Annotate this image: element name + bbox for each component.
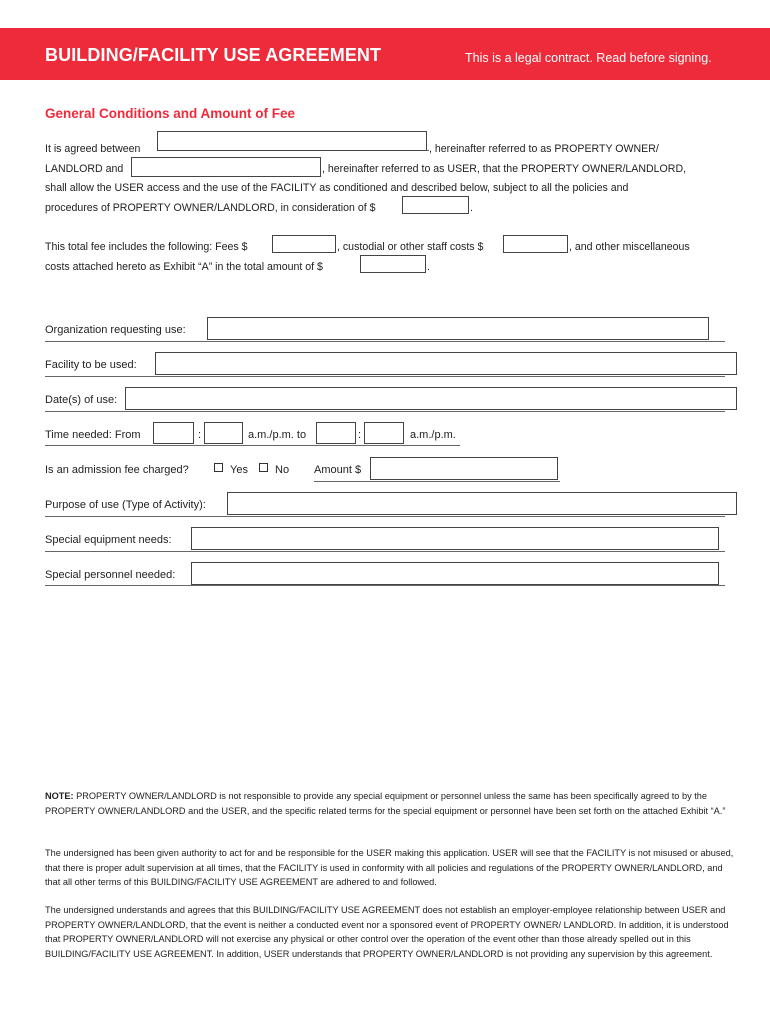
legal-notice: This is a legal contract. Read before signing. (465, 51, 712, 65)
admission-amount-input[interactable] (370, 457, 558, 480)
fee-line-end: , and other miscellaneous (569, 241, 690, 253)
admission-no-label: No (275, 464, 290, 476)
facility-input[interactable] (155, 352, 737, 375)
total-amount-field[interactable] (360, 255, 426, 273)
end-minute-input[interactable] (364, 422, 404, 444)
start-hour-input[interactable] (153, 422, 194, 444)
intro-line-4-start: procedures of PROPERTY OWNER/LANDLORD, in consideration of $ (45, 202, 376, 214)
intro-line-3: shall allow the USER access and the use of the FACILITY as conditioned and described below, subject to all the policies and (45, 182, 629, 194)
organization-underline (45, 341, 725, 342)
start-ampm-to: a.m./p.m. to (248, 429, 307, 441)
note-paragraph (45, 789, 735, 818)
purpose-label: Purpose of use (Type of Activity): (45, 499, 206, 511)
admission-label: Is an admission fee charged? (45, 464, 189, 476)
organization-input[interactable] (207, 317, 709, 340)
equipment-underline (45, 551, 725, 552)
personnel-input[interactable] (191, 562, 719, 585)
equipment-input[interactable] (191, 527, 719, 550)
start-minute-input[interactable] (204, 422, 243, 444)
personnel-underline (45, 585, 725, 586)
fee-line-middle: , custodial or other staff costs $ (337, 241, 484, 253)
section-title: General Conditions and Amount of Fee (45, 106, 296, 121)
intro-line-4-end: . (470, 202, 473, 214)
admission-yes-checkbox[interactable] (214, 463, 223, 472)
facility-label: Facility to be used: (45, 359, 137, 371)
consideration-amount-field[interactable] (402, 196, 469, 214)
property-owner-field[interactable] (157, 131, 427, 151)
fee-line-start: This total fee includes the following: Fees $ (45, 241, 248, 253)
amount-label: Amount $ (314, 464, 362, 476)
time-underline (45, 445, 460, 446)
note-text: PROPERTY OWNER/LANDLORD is not responsible to provide any special equipment or personnel unless the same has been specifically agreed to by the PROPERTY OWNER/LANDLORD and the USER, and the specific related terms for the special equipment or personnel have been set forth on the attached Exhibit “A.” (45, 791, 726, 816)
authority-paragraph: The undersigned has been given authority to act for and be responsible for the USER making this application. USER will see that the FACILITY is not misused or abused, that there is proper adult supervision at all times, that the FACILITY is used in conformity with all policies and regulations of the PROPERTY OWNER/LANDLORD, and that all other terms of this BUILDING/FACILITY USE AGREEMENT are adhered to and followed. (45, 848, 734, 887)
purpose-input[interactable] (227, 492, 737, 515)
admission-yes-label: Yes (230, 464, 248, 476)
note-heading: NOTE: (45, 791, 74, 801)
organization-label: Organization requesting use: (45, 324, 186, 336)
personnel-label: Special personnel needed: (45, 569, 176, 581)
dates-label: Date(s) of use: (45, 394, 118, 406)
fees-amount-field[interactable] (272, 235, 336, 253)
intro-line-1-start: It is agreed between (45, 143, 141, 155)
user-name-field[interactable] (131, 157, 321, 177)
start-colon: : (198, 429, 202, 441)
page-title: BUILDING/FACILITY USE AGREEMENT (45, 45, 382, 65)
relationship-paragraph: The undersigned understands and agrees that this BUILDING/FACILITY USE AGREEMENT does not establish an employer-employee relationship between USER and PROPERTY OWNER/LANDLORD, that the event is neither a conducted event nor a sponsored event of PROPERTY OWNER/ LANDLORD. In addition, it is understood that PROPERTY OWNER/LANDLORD will not exercise any physical or other control over the operation of the event other than those already spelled out in this BUILDING/FACILITY USE AGREEMENT. In addition, USER understands that PROPERTY OWNER/LANDLORD is not providing any supervision by this agreement. (45, 905, 729, 959)
staff-costs-field[interactable] (503, 235, 568, 253)
amount-underline (314, 481, 560, 482)
admission-no-checkbox[interactable] (259, 463, 268, 472)
time-label: Time needed: From (45, 429, 141, 441)
end-colon: : (358, 429, 362, 441)
intro-line-1-end: , hereinafter referred to as PROPERTY OWNER/ (429, 143, 659, 155)
end-hour-input[interactable] (316, 422, 356, 444)
purpose-underline (45, 516, 725, 517)
intro-line-2-start: LANDLORD and (45, 163, 124, 175)
dates-input[interactable] (125, 387, 737, 410)
total-line-end: . (427, 261, 430, 273)
intro-line-2-end: , hereinafter referred to as USER, that the PROPERTY OWNER/LANDLORD, (322, 163, 687, 175)
dates-underline (45, 411, 725, 412)
equipment-label: Special equipment needs: (45, 534, 172, 546)
end-ampm: a.m./p.m. (410, 429, 456, 441)
facility-underline (45, 376, 725, 377)
total-line-start: costs attached hereto as Exhibit “A” in the total amount of $ (45, 261, 323, 273)
